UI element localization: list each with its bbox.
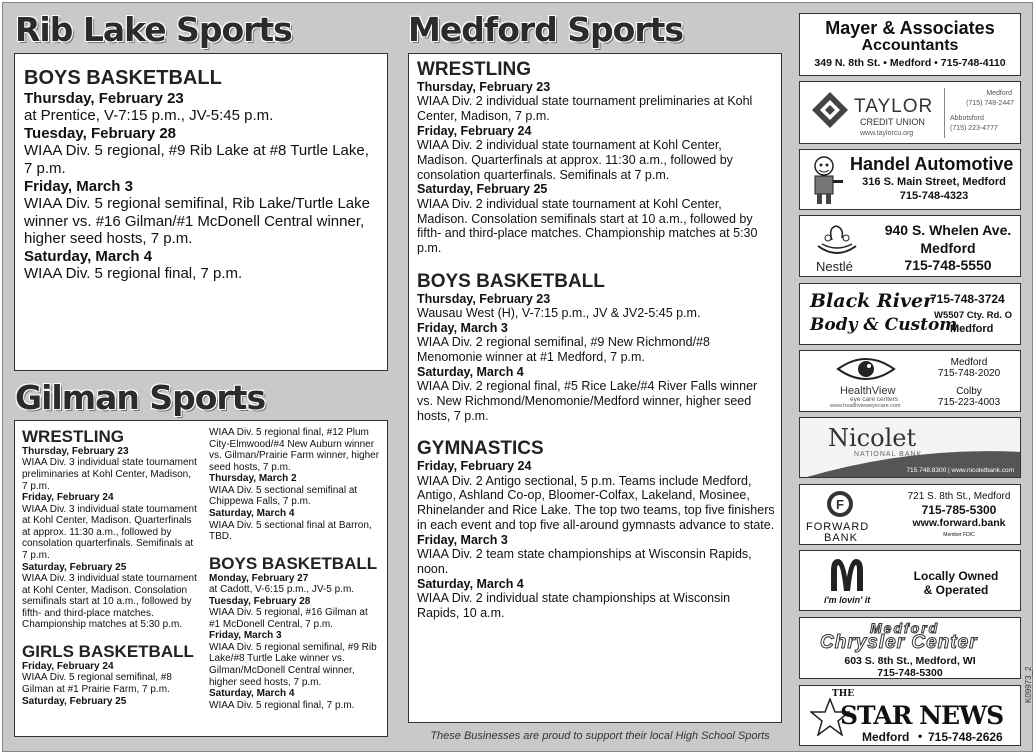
ad-phone: 715-748-2626 [928, 730, 1003, 744]
ad-name: Accountants [861, 37, 959, 54]
ad-city: Colby [956, 386, 982, 397]
ad-logo: Body & Custom [810, 315, 958, 335]
golden-arches-icon [828, 557, 866, 591]
ad-logo: Black River [810, 290, 934, 312]
ad-black-river [799, 283, 1021, 345]
medford-heading: Medford Sports [408, 10, 684, 49]
bullet-separator: • [918, 729, 923, 743]
ad-address: Medford [920, 240, 976, 256]
gilman-right-column [209, 427, 381, 711]
ad-logo: HealthView [840, 385, 896, 397]
event-date: Thursday, February 23 [417, 291, 551, 306]
event-text: WIAA Div. 2 individual state tournament at Kohl Center, Madison. Quarterfinals at approx. 11:30 a.m., followed by consolation quarterfinals. Semifinals at 7 p.m. [417, 138, 733, 182]
ad-address: 603 S. 8th St., Medford, WI [844, 655, 976, 667]
event-date: Tuesday, February 28 [24, 124, 177, 142]
mechanic-cartoon-icon [804, 154, 846, 206]
section-title: WRESTLING [22, 427, 124, 446]
ad-star-news [799, 685, 1021, 746]
event-text: Wausau West (H), V-7:15 p.m., JV & JV2-5:45 p.m. [417, 306, 701, 321]
event-text: WIAA Div. 5 regional semifinal, #8 Gilman at #1 Prairie Farm, 7 p.m. [22, 672, 172, 695]
ad-logo: Nestlé [816, 259, 853, 274]
event-text: WIAA Div. 5 regional semifinal, Rib Lake/Turtle Lake winner vs. #16 Gilman/#1 McDonell Central winner, higher seed hosts, 7 p.m. [24, 194, 370, 248]
ad-name: TAYLOR [854, 96, 934, 117]
event-date: Saturday, February 25 [22, 695, 127, 707]
event-date: Tuesday, February 28 [209, 595, 311, 607]
ad-city: Medford [986, 90, 1012, 97]
ad-name: STAR NEWS [840, 701, 1004, 730]
event-text: WIAA Div. 2 regional semifinal, #9 New Richmond/#8 Menomonie winner at #1 Medford, 7 p.m. [417, 335, 710, 364]
section-title: BOYS BASKETBALL [209, 553, 378, 573]
ad-mayer-associates [799, 13, 1021, 76]
ad-name: Nicolet [828, 424, 917, 452]
ad-nestle [799, 215, 1021, 277]
ad-phone: (715) 748-2447 [966, 100, 1014, 107]
divider [944, 88, 945, 138]
ad-name: Medford [870, 620, 940, 636]
footer-note: These Businesses are proud to support their local High School Sports [430, 730, 770, 742]
event-text: WIAA Div. 5 sectional final at Barron, TBD. [209, 519, 372, 543]
event-date: Thursday, February 23 [24, 90, 184, 107]
ad-forward-bank [799, 484, 1021, 545]
forward-bank-logo-icon [826, 490, 854, 518]
event-list [24, 90, 379, 283]
ad-name: BANK [824, 532, 858, 544]
event-date: Friday, February 24 [417, 459, 532, 474]
event-date: Friday, February 24 [22, 492, 114, 504]
ad-website: www.healthvieweyecare.com [830, 403, 901, 409]
ad-handel-automotive [799, 149, 1021, 210]
ad-contact: 715.748.8300 | www.nicoletbank.com [906, 467, 1014, 474]
event-date: Friday, March 3 [417, 532, 508, 547]
ad-city: Medford [950, 323, 994, 335]
event-date: Saturday, March 4 [209, 508, 295, 520]
ad-website: www.taylorcu.org [860, 130, 914, 137]
ad-subtitle: NATIONAL BANK [854, 451, 923, 458]
event-date: Saturday, February 25 [417, 182, 548, 197]
ad-subtitle: eye care centers [850, 396, 899, 403]
ad-address: 349 N. 8th St. • Medford • 715-748-4110 [814, 57, 1006, 69]
ad-phone: 715-748-2020 [937, 368, 1001, 379]
ad-medford-chrysler [799, 617, 1021, 679]
event-text: WIAA Div. 3 individual state tournament at Kohl Center, Madison. Quarterfinals at approx. 11:30 a.m., followed by consolation quarterfinals. Semifinals at 7 p.m. [22, 503, 197, 561]
section-title: BOYS BASKETBALL [24, 67, 222, 89]
ad-name: Chrysler Center [820, 632, 978, 653]
gilman-heading: Gilman Sports [15, 378, 266, 417]
rib-lake-box [14, 53, 388, 371]
event-date: Friday, February 24 [22, 660, 114, 672]
ad-phone: (715) 223-4777 [950, 125, 998, 132]
ad-address: 940 S. Whelen Ave. [884, 222, 1012, 238]
ad-slogan: i'm lovin' it [824, 595, 871, 605]
ad-phone: 715-785-5300 [921, 503, 997, 517]
ad-healthview [799, 350, 1021, 412]
ad-address: 721 S. 8th St., Medford [907, 491, 1011, 502]
rib-lake-heading: Rib Lake Sports [15, 10, 292, 49]
event-date: Saturday, March 4 [209, 688, 295, 700]
event-text: at Prentice, V-7:15 p.m., JV-5:45 p.m. [24, 107, 274, 125]
event-text: WIAA Div. 2 individual state championships at Wisconsin Rapids, 10 a.m. [417, 590, 731, 620]
event-text: WIAA Div. 5 regional final, #12 Plum City-Elmwood/#4 New Auburn winner vs. Gilman/Prairie Farm winner, higher seed hosts, 7 p.m. [209, 427, 380, 473]
gilman-box [14, 420, 388, 737]
event-text: WIAA Div. 2 individual state tournament preliminaries at Kohl Center, Madison, 7 p.m. [417, 94, 753, 124]
event-text: WIAA Div. 3 individual state tournament preliminaries at Kohl Center, Madison, 7 p.m. [22, 457, 197, 492]
event-text: WIAA Div. 5 regional semifinal, #9 Rib Lake/#8 Turtle Lake winner vs. Gilman/McDonell Central winner, higher seed hosts, 7 p.m. [209, 641, 377, 688]
gilman-left-column [22, 428, 198, 707]
ad-phone: 715-748-5550 [904, 257, 992, 273]
event-date: Monday, February 27 [209, 572, 309, 584]
ad-address: W5507 Cty. Rd. O [934, 310, 1012, 321]
ad-phone: 715-748-3724 [930, 292, 1005, 306]
ad-phone: 715-748-5300 [877, 667, 943, 679]
event-text: WIAA Div. 5 regional, #9 Rib Lake at #8 Turtle Lake, 7 p.m. [24, 142, 369, 177]
ad-address: 316 S. Main Street, Medford [862, 176, 1006, 188]
eye-icon [836, 355, 896, 383]
ad-taylor-credit-union [799, 81, 1021, 144]
ad-name: FORWARD [806, 521, 870, 533]
section-title: BOYS BASKETBALL [417, 270, 605, 292]
taylor-logo-icon [810, 90, 850, 130]
ad-text: Locally Owned [913, 569, 999, 583]
event-date: Friday, February 24 [417, 123, 532, 138]
event-text: at Cadott, V-6:15 p.m., JV-5 p.m. [209, 584, 355, 596]
ad-city: Medford [950, 357, 988, 368]
event-date: Thursday, February 23 [22, 445, 129, 457]
event-text: WIAA Div. 3 individual state tournament at Kohl Center, Madison. Consolation semifinals start at 10 a.m., followed by fifth- and third-place matches. Championship matches at 5:30 p.m. [22, 573, 197, 631]
event-text: WIAA Div. 2 individual state tournament at Kohl Center, Madison. Consolation semifinals start at 10 a.m., followed by fifth- and third-place matches. Championship matches at 5:30 p.m. [417, 196, 758, 256]
event-text: WIAA Div. 2 regional final, #5 Rice Lake/#4 River Falls winner vs. New Richmond/Menomonie/Medford winner, higher seed hosts, 7 p.m. [417, 379, 758, 423]
ad-name: Handel Automotive [850, 154, 1014, 174]
event-date: Friday, March 3 [417, 320, 508, 335]
event-date: Saturday, February 25 [22, 561, 127, 573]
event-date: Friday, March 3 [209, 630, 282, 642]
event-date: Friday, March 3 [24, 177, 133, 195]
ad-name: Mayer & Associates [825, 18, 995, 38]
ad-website: www.forward.bank [912, 517, 1006, 529]
event-date: Saturday, March 4 [417, 364, 524, 379]
ad-member: Member FDIC [943, 532, 975, 538]
event-text: WIAA Div. 5 regional, #16 Gilman at #1 McDonell Central, 7 p.m. [209, 607, 368, 630]
event-date: Thursday, February 23 [417, 79, 551, 94]
section-title: GIRLS BASKETBALL [22, 642, 194, 662]
svg-text:F: F [836, 497, 844, 512]
ad-phone: 715-748-4323 [899, 190, 969, 202]
ad-city: Medford [862, 730, 910, 744]
event-text: WIAA Div. 5 sectional semifinal at Chippewa Falls, 7 p.m. [209, 484, 358, 508]
ad-subtitle: CREDIT UNION [860, 117, 925, 127]
event-date: Thursday, March 2 [209, 473, 297, 485]
event-date: Saturday, March 4 [24, 247, 153, 265]
event-text: WIAA Div. 5 regional final, 7 p.m. [24, 265, 243, 283]
ad-city: Abbotsford [950, 115, 984, 122]
event-text: WIAA Div. 2 Antigo sectional, 5 p.m. Teams include Medford, Antigo, Ashland Co-op, Bloomer-Colfax, Lakeland, Mosinee, Rhinelander and Rice Lake. The top two teams, top five finishers in each event and top five all-around gymnasts advance to state. [417, 473, 775, 532]
ad-text: & Operated [923, 583, 989, 597]
ad-the: THE [832, 689, 855, 699]
medford-box [408, 53, 782, 723]
section-title: GYMNASTICS [417, 438, 544, 460]
event-date: Saturday, March 4 [417, 576, 524, 591]
sports-schedule-page [2, 2, 1033, 752]
ad-nicolet-bank [799, 417, 1021, 478]
ad-code: K09973_2 [1024, 666, 1033, 703]
event-text: WIAA Div. 2 team state championships at Wisconsin Rapids, noon. [417, 547, 752, 576]
event-text: WIAA Div. 5 regional final, 7 p.m. [209, 699, 355, 711]
ad-mcdonalds [799, 550, 1021, 611]
nestle-nest-icon [814, 220, 860, 258]
section-title: WRESTLING [417, 59, 531, 80]
ad-phone: 715-223-4003 [937, 397, 1001, 408]
